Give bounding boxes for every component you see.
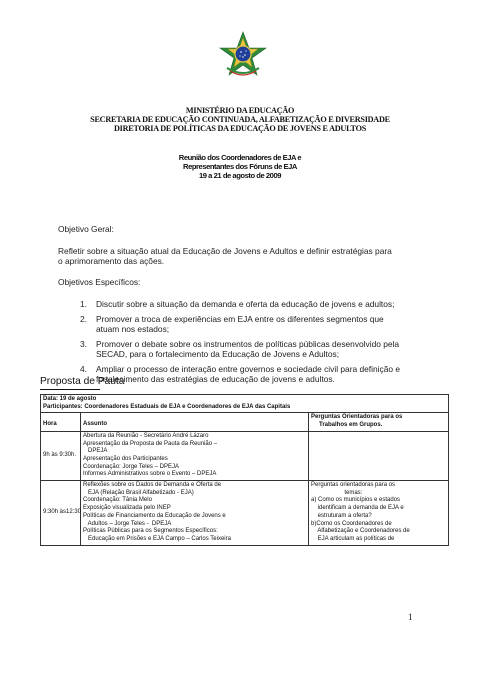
objective-text: Discutir sobre a situação da demanda e oferta da educação de jovens e adultos; bbox=[96, 299, 395, 309]
agenda-participants: Participantes: Coordenadores Estaduais de EJA e Coordenadores de EJA das Capitais bbox=[43, 403, 291, 410]
objective-number: 3. bbox=[80, 339, 87, 349]
objective-text: SECAD, para o fortalecimento da Educação de Jovens e Adultos; bbox=[96, 349, 340, 359]
table-row bbox=[41, 481, 449, 546]
page-number: 1 bbox=[408, 612, 413, 622]
table-cell-assunto: Reflexões sobre os Dados de Demanda e Oferta de EJA (Relação Brasil Alfabetizado - EJA) Coordenação: Tânia Melo Exposição visualizada pelo INEP Políticas de Financiamento da Educação de Jovens e Adultos – Jorge Teles - DPEJA Políticas Públicas para os Segmentos Específicos: Educação em Prisões e EJA Campo – Carlos Teixeira bbox=[81, 481, 309, 546]
table-cell-assunto: Abertura da Reunião - Secretário André Lázaro Apresentação da Proposta de Pauta da Reunião – DPEJA Apresentação dos Participantes Coordenação: Jorge Teles – DPEJA Informes Administrativos sobre o Evento – DPEJA bbox=[81, 431, 309, 480]
meeting-title-line2: Representantes dos Fóruns de EJA bbox=[183, 162, 297, 171]
table-cell-info bbox=[41, 395, 449, 413]
table-cell-hora: 9:30h às12:30 bbox=[41, 481, 81, 546]
objective-text: Promover a troca de experiências em EJA entre os diferentes segmentos que bbox=[96, 314, 384, 324]
pauta-title-underline bbox=[40, 389, 100, 390]
meeting-title-line1: Reunião dos Coordenadores de EJA e bbox=[178, 153, 302, 162]
brasil-coat-of-arms-emblem bbox=[218, 30, 268, 80]
header-directorate: DIRETORIA DE POLÍTICAS DA EDUCAÇÃO DE JOVENS E ADULTOS bbox=[113, 124, 367, 133]
meeting-dates: 19 a 21 de agosto de 2009 bbox=[198, 171, 282, 180]
objective-text: Ampliar o processo de interação entre governos e sociedade civil para definição e bbox=[96, 364, 401, 374]
agenda-table bbox=[40, 394, 449, 546]
objective-text: fortalecimento das estratégias de educação de jovens e adultos. bbox=[96, 374, 335, 384]
objetivos-especificos-label: Objetivos Específicos: bbox=[58, 277, 141, 287]
column-header-hora: Hora bbox=[41, 413, 81, 431]
objective-text: Promover o debate sobre os instrumentos de políticas públicas desenvolvido pela bbox=[96, 339, 400, 349]
column-header-assunto: Assunto bbox=[81, 413, 309, 431]
pauta-title: Proposta de Pauta bbox=[40, 376, 125, 387]
objective-number: 2. bbox=[80, 314, 87, 324]
objetivo-geral-text-line2: o aprimoramento das ações. bbox=[58, 256, 165, 266]
table-row bbox=[41, 395, 449, 413]
objetivo-geral-text-line1: Refletir sobre a situação atual da Educação de Jovens e Adultos e definir estratégias para bbox=[58, 246, 392, 256]
objective-text: atuam nos estados; bbox=[96, 324, 170, 334]
table-row bbox=[41, 431, 449, 480]
table-header-row bbox=[41, 413, 449, 431]
header-secretariat: SECRETARIA DE EDUCAÇÃO CONTINUADA, ALFABETIZAÇÃO E DIVERSIDADE bbox=[90, 115, 390, 124]
table-cell-perguntas: Perguntas orientadoras para os temas: a) Como os municípios e estados identificam a demanda de EJA e estruturam a oferta? b)Como os Coordenadores de Alfabetização e Coordenadores de EJA articulam as políticas de bbox=[309, 481, 449, 546]
agenda-date: Data: 19 de agosto bbox=[43, 396, 97, 402]
objective-number: 1. bbox=[80, 299, 87, 309]
header-ministry: MINISTÉRIO DA EDUCAÇÃO bbox=[185, 106, 295, 115]
table-cell-perguntas bbox=[309, 431, 449, 480]
objetivo-geral-label: Objetivo Geral: bbox=[58, 224, 114, 234]
objective-number: 4. bbox=[80, 364, 87, 374]
column-header-perguntas: Perguntas Orientadoras para os Trabalhos em Grupos. bbox=[309, 413, 449, 431]
table-cell-hora: 9h às 9:30h. bbox=[41, 431, 81, 480]
